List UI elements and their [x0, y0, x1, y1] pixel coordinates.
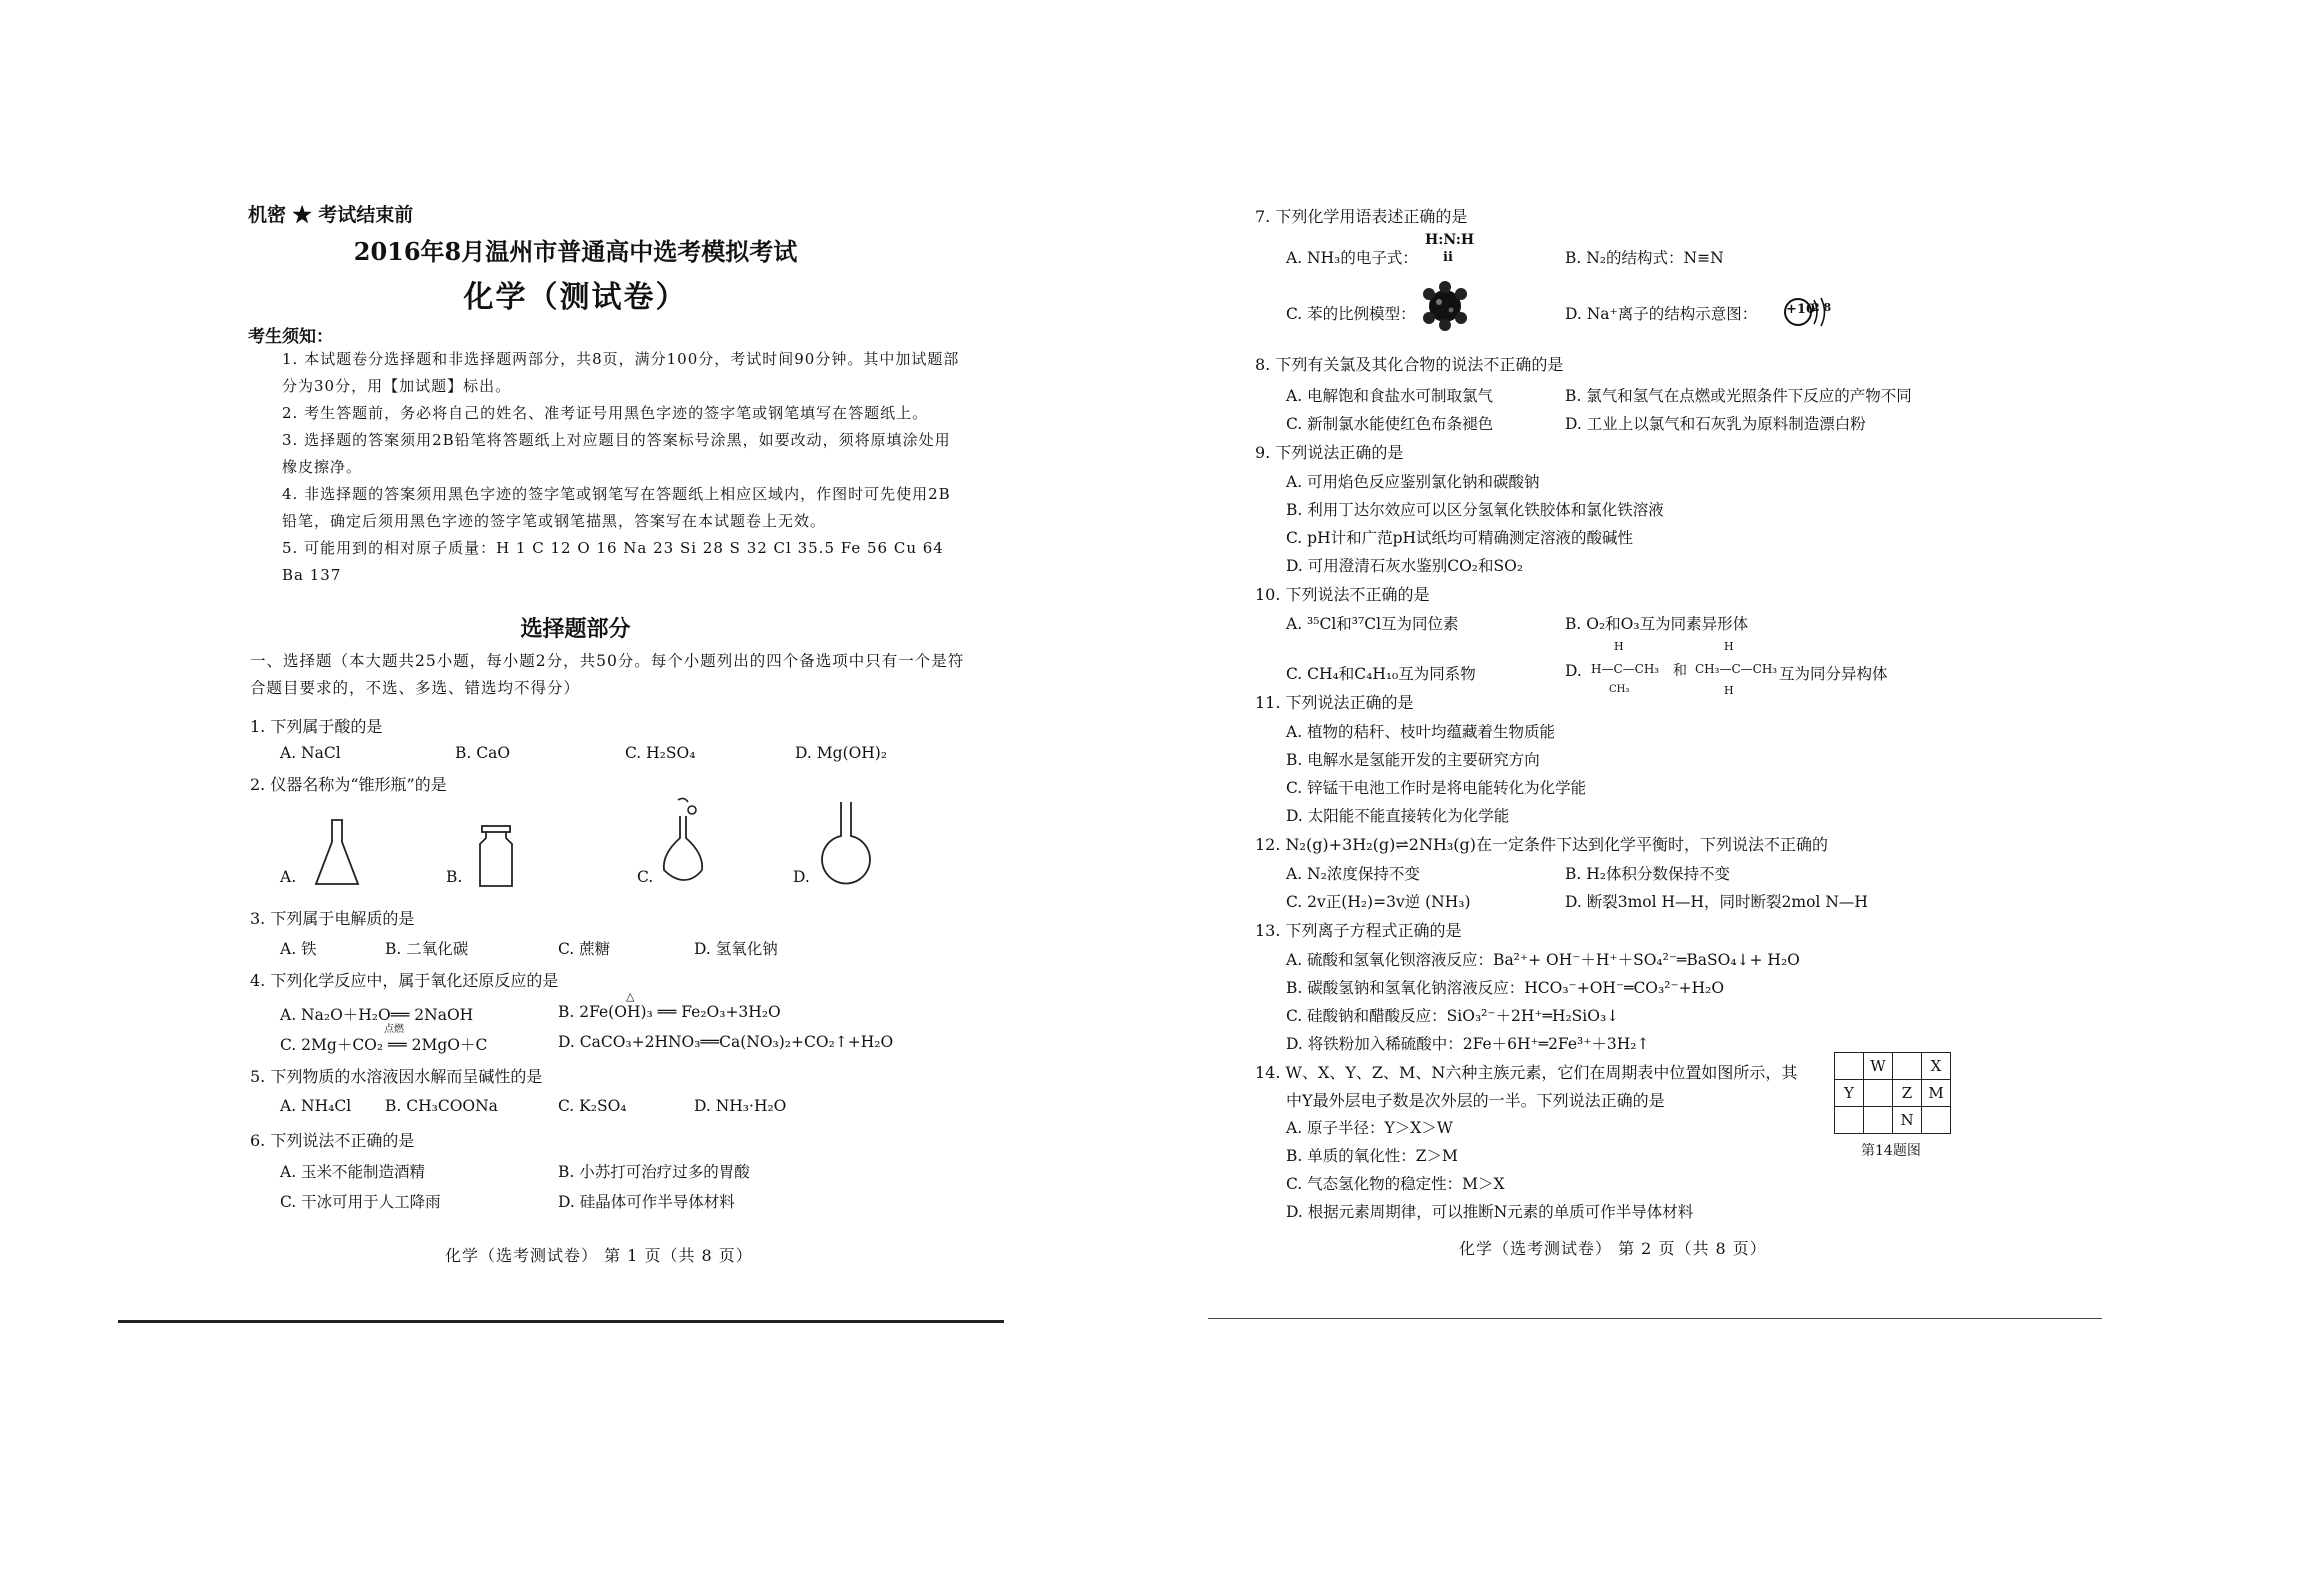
question-stem: 11. 下列说法正确的是	[1255, 693, 1414, 712]
electron-formula-dots: ii	[1443, 250, 1453, 265]
option-c: C. 苯的比例模型：	[1286, 305, 1416, 323]
option-a: A. 玉米不能制造酒精	[280, 1163, 426, 1181]
option-c: C. 干冰可用于人工降雨	[280, 1193, 441, 1211]
confidential-label: 机密 ★ 考试结束前	[248, 204, 414, 226]
grid-cell: N	[1893, 1107, 1922, 1134]
option-c: C. 气态氢化物的稳定性：M＞X	[1286, 1175, 1505, 1193]
option-d: D. Mg(OH)₂	[795, 744, 888, 762]
question-stem: 6. 下列说法不正确的是	[250, 1131, 415, 1150]
part-intro: 一、选择题（本大题共25小题，每小题2分，共50分。每个小题列出的四个备选项中只有一个是符合题目要求的，不选、多选、错选均不得分）	[250, 652, 965, 697]
option-b: B. CaO	[455, 744, 511, 762]
option-b: B. 二氧化碳	[385, 940, 469, 958]
periodic-table-fragment	[1834, 1052, 1951, 1134]
option-c: C. 硅酸钠和醋酸反应：SiO₃²⁻＋2H⁺═H₂SiO₃↓	[1286, 1007, 1620, 1025]
option-a: A. NaCl	[280, 744, 341, 762]
note-item: 2. 考生答题前，务必将自己的姓名、准考证号用黑色字迹的签字笔或钢笔填写在答题纸上。	[282, 404, 929, 422]
note-item: 3. 选择题的答案须用2B铅笔将答题纸上对应题目的答案标号涂黑，如要改动，须将原填涂处用橡皮擦净。	[282, 431, 951, 476]
nucleus-charge: +10	[1786, 302, 1815, 317]
option-c: C. 2Mg＋CO₂ ══ 2MgO＋C	[280, 1036, 488, 1054]
option-d: D. 将铁粉加入稀硫酸中：2Fe＋6H⁺═2Fe³⁺＋3H₂↑	[1286, 1035, 1650, 1053]
option-b: B. 2Fe(OH)₃ ══ Fe₂O₃+3H₂O	[558, 1003, 781, 1021]
reaction-condition: 点燃	[384, 1024, 404, 1035]
option-d-text: 互为同分异构体	[1779, 665, 1888, 683]
grid-cell	[1835, 1053, 1864, 1080]
grid-cell: Y	[1835, 1080, 1864, 1107]
grid-cell	[1922, 1107, 1951, 1134]
option-b: B. O₂和O₃互为同素异形体	[1565, 615, 1749, 633]
page-footer: 化学（选考测试卷） 第 2 页（共 8 页）	[1459, 1239, 1767, 1258]
option-a: A. Na₂O＋H₂O══ 2NaOH	[280, 1006, 474, 1024]
question-stem: 9. 下列说法正确的是	[1255, 443, 1404, 462]
option-b: B. N₂的结构式：N≡N	[1565, 249, 1724, 267]
question-stem: 8. 下列有关氯及其化合物的说法不正确的是	[1255, 355, 1564, 374]
option-b: B. 小苏打可治疗过多的胃酸	[558, 1163, 750, 1181]
option-d: D. 根据元素周期律，可以推断N元素的单质可作半导体材料	[1286, 1203, 1694, 1221]
grid-cell: M	[1922, 1080, 1951, 1107]
option-b: B. 利用丁达尔效应可以区分氢氧化铁胶体和氯化铁溶液	[1286, 501, 1664, 519]
separatory-funnel-icon	[658, 796, 708, 888]
option-a: A. 电解饱和食盐水可制取氯气	[1286, 387, 1494, 405]
option-d: D.	[1565, 662, 1582, 680]
option-d: D. NH₃·H₂O	[694, 1097, 787, 1115]
electron-formula: H:N:H	[1425, 232, 1475, 248]
option-a: A. ³⁵Cl和³⁷Cl互为同位素	[1286, 615, 1459, 633]
option-b: B. 氯气和氢气在点燃或光照条件下反应的产物不同	[1565, 387, 1912, 405]
note-item: 4. 非选择题的答案须用黑色字迹的签字笔或钢笔写在答题纸上相应区域内，作图时可先使用2B铅笔，确定后须用黑色字迹的签字笔或钢笔描黑，答案写在本试题卷上无效。	[282, 485, 951, 530]
option-d: D. CaCO₃+2HNO₃══Ca(NO₃)₂+CO₂↑+H₂O	[558, 1033, 894, 1051]
structural-formula: H	[1614, 640, 1624, 653]
page-divider	[1208, 1318, 2102, 1319]
option-c: C. K₂SO₄	[558, 1097, 627, 1115]
grid-cell: Z	[1893, 1080, 1922, 1107]
option-b: B. 单质的氧化性：Z＞M	[1286, 1147, 1458, 1165]
page-divider	[118, 1320, 1004, 1323]
option-d: D.	[793, 868, 810, 886]
option-d: D. 氢氧化钠	[694, 940, 778, 958]
option-b: B. CH₃COONa	[385, 1097, 498, 1115]
benzene-model-icon	[1419, 282, 1471, 330]
question-stem: 3. 下列属于电解质的是	[250, 909, 415, 928]
structural-formula: H	[1724, 684, 1734, 697]
question-stem: 2. 仪器名称为“锥形瓶”的是	[250, 775, 447, 794]
structural-formula: CH₃	[1609, 684, 1630, 695]
question-stem: 7. 下列化学用语表述正确的是	[1255, 207, 1468, 226]
question-stem: 14. W、X、Y、Z、M、N六种主族元素，它们在周期表中位置如图所示，其	[1255, 1063, 1798, 1082]
note-item: 1. 本试题卷分选择题和非选择题两部分，共8页，满分100分，考试时间90分钟。其中加试题部分为30分，用【加试题】标出。	[282, 350, 960, 395]
option-a: A.	[280, 868, 297, 886]
exam-title: 2016年8月温州市普通高中选考模拟考试	[353, 237, 798, 266]
option-c: C. 蔗糖	[558, 940, 611, 958]
option-a: A. 原子半径：Y＞X＞W	[1286, 1119, 1453, 1137]
electron-shells: 2 8	[1812, 301, 1832, 314]
question-stem: 12. N₂(g)+3H₂(g)⇌2NH₃(g)在一定条件下达到化学平衡时，下列说法不正确的	[1255, 835, 1829, 854]
option-c: C. pH计和广范pH试纸均可精确测定溶液的酸碱性	[1286, 529, 1634, 547]
reagent-bottle-icon	[474, 824, 518, 888]
reaction-condition: △	[626, 990, 635, 1003]
page-1	[0, 0, 1151, 1594]
structural-formula: H	[1724, 640, 1734, 653]
option-a: A. N₂浓度保持不变	[1286, 865, 1420, 883]
question-stem: 10. 下列说法不正确的是	[1255, 585, 1430, 604]
option-c: C. CH₄和C₄H₁₀互为同系物	[1286, 665, 1476, 683]
grid-cell: X	[1922, 1053, 1951, 1080]
round-bottom-flask-icon	[818, 800, 874, 890]
subject-title: 化学（测试卷）	[463, 280, 688, 315]
grid-cell	[1864, 1080, 1893, 1107]
note-item: 5. 可能用到的相对原子质量：H 1 C 12 O 16 Na 23 Si 28 S 32 Cl 35.5 Fe 56 Cu 64 Ba 137	[282, 539, 944, 584]
option-d: D. 太阳能不能直接转化为化学能	[1286, 807, 1510, 825]
notes-heading: 考生须知：	[248, 327, 333, 347]
option-a: A. 植物的秸秆、枝叶均蕴藏着生物质能	[1286, 723, 1556, 741]
option-d: D. Na⁺离子的结构示意图：	[1565, 305, 1758, 323]
option-a: A. 铁	[280, 940, 317, 958]
option-c: C. 新制氯水能使红色布条褪色	[1286, 415, 1494, 433]
question-stem: 4. 下列化学反应中，属于氧化还原反应的是	[250, 971, 559, 990]
question-stem: 5. 下列物质的水溶液因水解而呈碱性的是	[250, 1067, 543, 1086]
option-a: A. NH₃的电子式：	[1286, 249, 1418, 267]
structural-formula: H—C—CH₃	[1591, 662, 1660, 676]
option-b: B. 电解水是氢能开发的主要研究方向	[1286, 751, 1540, 769]
question-stem: 1. 下列属于酸的是	[250, 717, 383, 736]
option-d: D. 断裂3mol H—H，同时断裂2mol N—H	[1565, 893, 1868, 911]
structural-formula: 和	[1673, 663, 1687, 679]
grid-cell	[1835, 1107, 1864, 1134]
option-d: D. 硅晶体可作半导体材料	[558, 1193, 735, 1211]
structural-formula: CH₃—C—CH₃	[1695, 662, 1778, 676]
question-stem: 中Y最外层电子数是次外层的一半。下列说法正确的是	[1286, 1091, 1665, 1110]
option-a: A. 硫酸和氢氧化钡溶液反应：Ba²⁺+ OH⁻＋H⁺＋SO₄²⁻═BaSO₄↓+ H₂O	[1286, 951, 1800, 969]
option-d: D. 工业上以氯气和石灰乳为原料制造漂白粉	[1565, 415, 1866, 433]
option-b: B.	[446, 868, 463, 886]
option-c: C.	[637, 868, 654, 886]
section-title: 选择题部分	[520, 616, 631, 642]
option-a: A. 可用焰色反应鉴别氯化钠和碳酸钠	[1286, 473, 1540, 491]
option-b: B. 碳酸氢钠和氢氧化钠溶液反应：HCO₃⁻+OH⁻═CO₃²⁻+H₂O	[1286, 979, 1725, 997]
grid-cell	[1893, 1053, 1922, 1080]
option-c: C. 锌锰干电池工作时是将电能转化为化学能	[1286, 779, 1587, 797]
option-a: A. NH₄Cl	[280, 1097, 352, 1115]
option-d: D. 可用澄清石灰水鉴别CO₂和SO₂	[1286, 557, 1524, 575]
page-footer: 化学（选考测试卷） 第 1 页（共 8 页）	[445, 1246, 753, 1265]
figure-caption: 第14题图	[1861, 1143, 1921, 1159]
conical-flask-icon	[312, 818, 362, 888]
question-stem: 13. 下列离子方程式正确的是	[1255, 921, 1462, 940]
option-c: C. 2v正(H₂)=3v逆 (NH₃)	[1286, 893, 1471, 911]
option-c: C. H₂SO₄	[625, 744, 696, 762]
grid-cell: W	[1864, 1053, 1893, 1080]
page-2	[1151, 0, 2303, 1594]
grid-cell	[1864, 1107, 1893, 1134]
option-b: B. H₂体积分数保持不变	[1565, 865, 1730, 883]
